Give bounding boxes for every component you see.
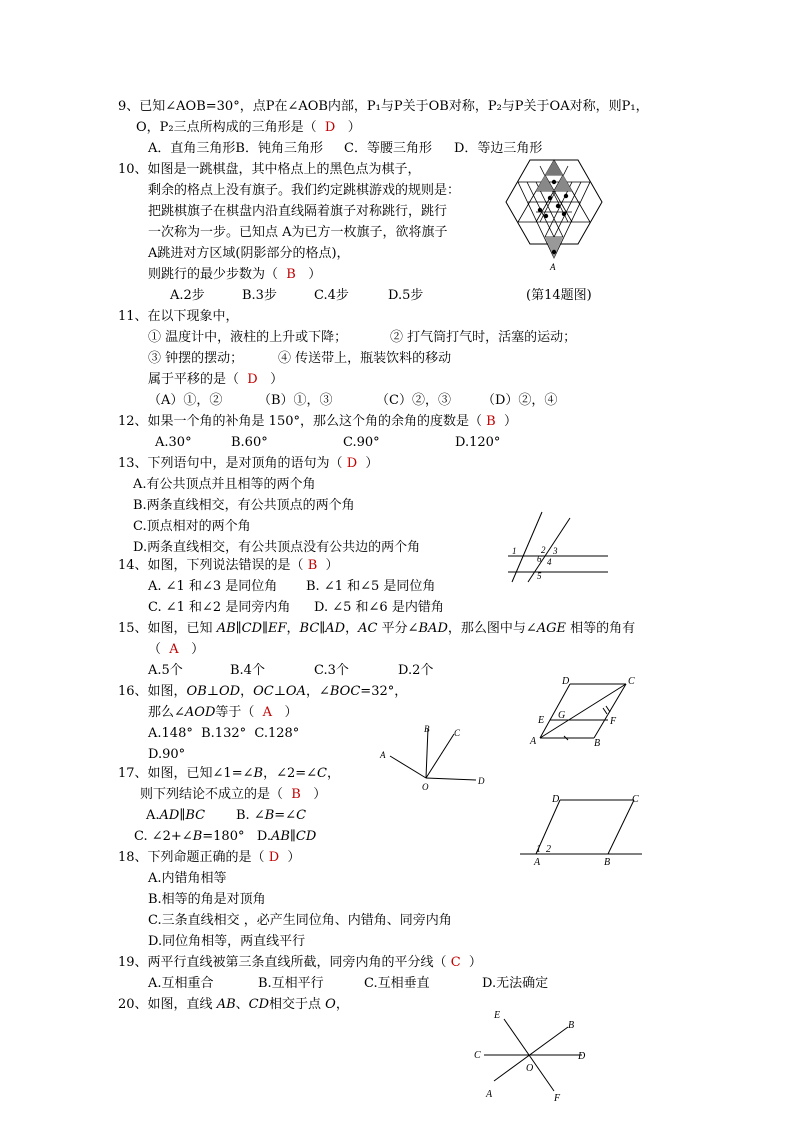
q17-close: ）	[313, 787, 327, 802]
q12-option-d: D.120°	[455, 435, 501, 450]
q10-stem-line5: A跳进对方区域(阴影部分的格点)，	[148, 246, 350, 261]
q20-stem	[118, 996, 349, 1014]
q16-stem-line1	[118, 683, 407, 701]
q16-label-o: O	[422, 782, 429, 792]
q16-option-c: C.128°	[254, 726, 300, 741]
q15-answer: A	[169, 642, 179, 657]
q9-option-c: C．等腰三角形	[344, 141, 432, 156]
q13-stem	[118, 455, 378, 473]
q14-angle-label-1: 1	[512, 546, 517, 556]
q16-label-c: C	[454, 728, 461, 738]
q12-answer: B	[486, 414, 496, 429]
q20-math-o: O	[325, 997, 336, 1012]
q10-stem-line6	[148, 266, 321, 284]
q12-stem-text: 12、如果一个角的补角是 150°，那么这个角的余角的度数是（	[118, 414, 482, 429]
q18-stem	[118, 849, 300, 867]
q12-stem	[118, 413, 517, 431]
q14-option-b: B. ∠1 和∠5 是同位角	[306, 579, 436, 594]
q17-parallelogram-figure	[516, 788, 646, 868]
q17-label-d: D	[552, 794, 560, 805]
q17-label-c: C	[632, 794, 639, 805]
q13-option-a: A.有公共顶点并且相等的两个角	[133, 477, 316, 492]
q19-stem-text: 19、两平行直线被第三条直线所截，同旁内角的平分线（	[118, 955, 447, 970]
q11-ask-close: ）	[270, 372, 284, 387]
q17-option-b-eq: =∠	[274, 808, 297, 823]
q9-options	[148, 140, 543, 158]
q15-comma: ，	[286, 621, 300, 636]
q15-math-bad: BAD	[418, 621, 448, 636]
q13-option-c: C.顶点相对的两个角	[133, 519, 251, 534]
q19-answer: C	[450, 955, 461, 970]
q17-option-b	[236, 807, 306, 825]
q20-label-o: O	[526, 1063, 534, 1074]
q11-items-row1	[148, 329, 577, 347]
q12-option-b: B.60°	[231, 435, 268, 450]
q19-options	[148, 975, 568, 993]
q15-stem-line2	[148, 641, 204, 659]
q11-answer: D	[247, 372, 258, 387]
q11-item-1: ① 温度计中，液柱的上升或下降；	[148, 330, 348, 345]
q15-close: ）	[191, 642, 205, 657]
q17-text2: ，∠2=∠	[263, 766, 318, 781]
q16-label-a: A	[380, 750, 386, 760]
q15-math-age: AGE	[536, 621, 567, 636]
q14-angle-label-5: 5	[537, 571, 542, 581]
q13-option-d: D.两条直线相交，有公共顶点没有公共边的两个角	[133, 540, 421, 555]
q11-ask-text: 属于平移的是（	[148, 372, 240, 387]
q9-stem-line2	[136, 119, 361, 137]
q9-stem-text: O，P₂三点所构成的三角形是（	[136, 120, 317, 135]
q17-option-d: AB∥CD	[270, 829, 317, 844]
q9-option-d: D．等边三角形	[454, 141, 543, 156]
q15-option-c: C.3个	[314, 663, 349, 678]
q17-stem-text: 则下列结论不成立的是（	[140, 787, 284, 802]
q20-label-d: D	[578, 1051, 586, 1062]
q15-math-ac: AC	[358, 621, 378, 636]
q18-answer: D	[268, 850, 280, 865]
q16-math-oc-oa: OC⊥OA	[253, 684, 306, 699]
q18-stem-text: 18、下列命题正确的是（	[118, 850, 265, 865]
q10-stem-line3: 把跳棋旗子在棋盘内沿直线隔着旗子对称跳行，跳行	[148, 204, 448, 219]
q18-option-c: C.三条直线相交 ，必产生同位角、内错角、同旁内角	[148, 913, 452, 928]
q10-options	[170, 287, 730, 305]
q10-option-c: C.4步	[314, 288, 349, 303]
q11-option-c: （C）②，③	[376, 393, 451, 408]
q11-items-row2	[148, 350, 452, 368]
q17-options-row1	[146, 807, 307, 825]
q10-option-a: A.2步	[170, 288, 205, 303]
q15-option-d: D.2个	[398, 663, 434, 678]
q13-stem-close: ）	[365, 456, 379, 471]
q16-math-boc: BOC	[329, 684, 361, 699]
q13-stem-text: 13、下列语句中，是对顶角的语句为（	[118, 456, 343, 471]
q10-option-b: B.3步	[242, 288, 277, 303]
q17-option-d-label: D.	[256, 829, 271, 844]
q9-stem-close: ）	[347, 120, 361, 135]
q18-option-d: D.同位角相等，两直线平行	[148, 934, 306, 949]
q17-option-c-end: =180°	[202, 829, 245, 844]
q17-text: 17、如图，已知∠1=∠	[118, 766, 254, 781]
q14-stem-text: 14、如图，下列说法错误的是（	[118, 558, 304, 573]
q11-stem-line1: 11、在以下现象中，	[118, 309, 239, 324]
q19-stem	[118, 954, 482, 972]
q14-angle-label-4: 4	[547, 557, 552, 567]
q15-comma2: ，	[345, 621, 359, 636]
q16-options-row1	[148, 725, 299, 743]
q12-option-c: C.90°	[343, 435, 380, 450]
q18-close: ）	[287, 850, 301, 865]
q9-option-ab: A．直角三角形B．钝角三角形	[148, 141, 323, 156]
q15-math-ab-cd-ef: AB∥CD∥EF	[216, 621, 287, 636]
q19-option-d: D.无法确定	[482, 976, 549, 991]
q16-option-d: D.90°	[148, 747, 186, 762]
q15-label-g: G	[558, 710, 566, 721]
q9-stem-line1: 9、已知∠AOB=30°，点P在∠AOB内部，P₁与P关于OB对称，P₂与P关于OA对称，则P₁，	[118, 99, 649, 114]
q17-options-row2	[134, 828, 316, 846]
q17-label-b: B	[604, 857, 611, 868]
q12-option-a: A.30°	[155, 435, 192, 450]
q13-answer: D	[346, 456, 358, 471]
q17-option-b-c: C	[296, 808, 307, 823]
q14-angle-label-3: 3	[553, 546, 558, 556]
q19-option-b: B.互相平行	[258, 976, 324, 991]
q20-label-c: C	[474, 1050, 481, 1061]
q17-label-2: 2	[546, 844, 551, 855]
q15-parallelogram-figure	[522, 672, 642, 750]
q17-label-1: 1	[536, 844, 541, 855]
q15-options	[148, 662, 468, 680]
q10-figure-caption: (第14题图)	[526, 288, 592, 303]
q14-stem-close: ）	[325, 558, 339, 573]
q10-option-d: D.5步	[388, 288, 424, 303]
q11-option-b: （B）①，③	[258, 393, 333, 408]
q20-label-f: F	[554, 1093, 561, 1104]
q19-close: ）	[468, 955, 482, 970]
q17-stem-line1	[118, 765, 340, 783]
q16-comma: ，	[240, 684, 254, 699]
q17-option-a-label: A.	[146, 808, 160, 823]
q10-stem-line2: 剩余的格点上没有旗子。我们约定跳棋游戏的规则是：	[148, 183, 461, 198]
q12-options	[155, 434, 555, 452]
q16-math-ob-od: OB⊥OD	[186, 684, 241, 699]
q15-option-b: B.4个	[230, 663, 265, 678]
q16-math-aod: AOD	[184, 705, 216, 720]
q17-option-a: AD∥BC	[159, 808, 206, 823]
q15-open: （	[148, 642, 162, 657]
q15-label-f: F	[610, 716, 617, 727]
q20-text2: 相交于点	[269, 997, 326, 1012]
q14-answer: B	[307, 558, 318, 573]
q15-text3: ，那么图中与∠	[447, 621, 537, 636]
q20-label-a: A	[486, 1089, 493, 1100]
q16-text3: 等于（	[215, 705, 255, 720]
q15-option-a: A.5个	[148, 663, 183, 678]
q20-label-b: B	[568, 1020, 575, 1031]
q15-label-c: C	[628, 676, 635, 687]
q20-intersecting-lines-figure	[470, 1005, 596, 1107]
q16-stem-line2	[148, 704, 297, 722]
q20-math-cd: CD	[248, 997, 270, 1012]
q20-comma: ，	[335, 997, 349, 1012]
q10-checkers-board-figure	[500, 152, 608, 274]
q10-stem-text: 则跳行的最少步数为（	[148, 267, 279, 282]
q17-answer: B	[291, 787, 301, 802]
q10-figure-label-a: A	[550, 262, 556, 272]
q14-option-a: A. ∠1 和∠3 是同位角	[148, 579, 278, 594]
q14-option-c: C. ∠1 和∠2 是同旁内角	[148, 600, 291, 615]
q10-stem-close: ）	[308, 267, 322, 282]
q15-text2: 平分∠	[377, 621, 419, 636]
q16-angle-sym: ，∠	[305, 684, 330, 699]
q16-option-b: B.132°	[201, 726, 247, 741]
q11-option-d: （D）②，④	[482, 393, 558, 408]
q17-option-c-b: B	[192, 829, 203, 844]
q14-parallel-lines-figure	[500, 510, 610, 585]
q14-options-row2	[148, 599, 444, 617]
q11-item-4: ④ 传送带上，瓶装饮料的移动	[278, 351, 452, 366]
q19-option-c: C.互相垂直	[364, 976, 430, 991]
q16-label-b: B	[424, 724, 430, 734]
q11-option-a: （A）①，②	[148, 393, 223, 408]
q14-angle-label-6: 6	[537, 554, 542, 564]
q18-option-b: B.相等的角是对顶角	[148, 892, 266, 907]
q14-option-d: D. ∠5 和∠6 是内错角	[314, 600, 444, 615]
q16-value: =32°，	[360, 684, 408, 699]
q15-text4: 相等的角有	[566, 621, 636, 636]
q17-option-b-label: B. ∠	[236, 808, 265, 823]
q17-option-b-b: B	[264, 808, 275, 823]
q20-sep: 、	[235, 997, 249, 1012]
q14-options-row1	[148, 578, 436, 596]
q10-stem-line1: 10、如图是一跳棋盘，其中格点上的黑色点为棋子，	[118, 162, 421, 177]
q11-item-2: ② 打气筒打气时，活塞的运动；	[390, 330, 577, 345]
q14-angle-label-2: 2	[541, 545, 546, 555]
q11-options	[148, 392, 618, 410]
q9-answer: D	[324, 120, 336, 135]
q15-math-bc-ad: BC∥AD	[299, 621, 346, 636]
q15-label-a: A	[530, 736, 537, 747]
q18-option-a: A.内错角相等	[148, 871, 227, 886]
q15-label-d: D	[562, 676, 570, 687]
q14-stem	[118, 557, 339, 575]
q17-stem-line2	[140, 786, 326, 804]
q17-option-c-label: C. ∠2+∠	[134, 829, 193, 844]
q15-label-e: E	[538, 715, 545, 726]
q11-ask	[148, 371, 283, 389]
q17-comma: ，	[326, 766, 340, 781]
q16-rays-figure	[376, 718, 492, 794]
q10-stem-line4: 一次称为一步。已知点 A为已方一枚旗子，欲将旗子	[148, 225, 448, 240]
q16-label-d: D	[478, 776, 485, 786]
q20-text: 20、如图，直线	[118, 997, 217, 1012]
q15-text: 15、如图，已知	[118, 621, 217, 636]
q17-math-b: B	[253, 766, 264, 781]
q20-label-e: E	[494, 1010, 501, 1021]
q11-item-3: ③ 钟摆的摆动；	[148, 351, 244, 366]
q16-text2: 那么∠	[148, 705, 185, 720]
q16-close: ）	[284, 705, 298, 720]
q15-stem-line1	[118, 620, 635, 638]
q15-label-b: B	[594, 738, 601, 749]
q17-label-a: A	[534, 857, 541, 868]
q13-option-b: B.两条直线相交，有公共顶点的两个角	[133, 498, 355, 513]
q16-answer: A	[262, 705, 273, 720]
q16-option-a: A.148°	[148, 726, 193, 741]
q16-text: 16、如图，	[118, 684, 187, 699]
q19-option-a: A.互相重合	[148, 976, 214, 991]
q17-math-c: C	[317, 766, 327, 781]
q12-stem-close: ）	[503, 414, 517, 429]
q10-answer: B	[286, 267, 296, 282]
q20-math-ab: AB	[216, 997, 236, 1012]
